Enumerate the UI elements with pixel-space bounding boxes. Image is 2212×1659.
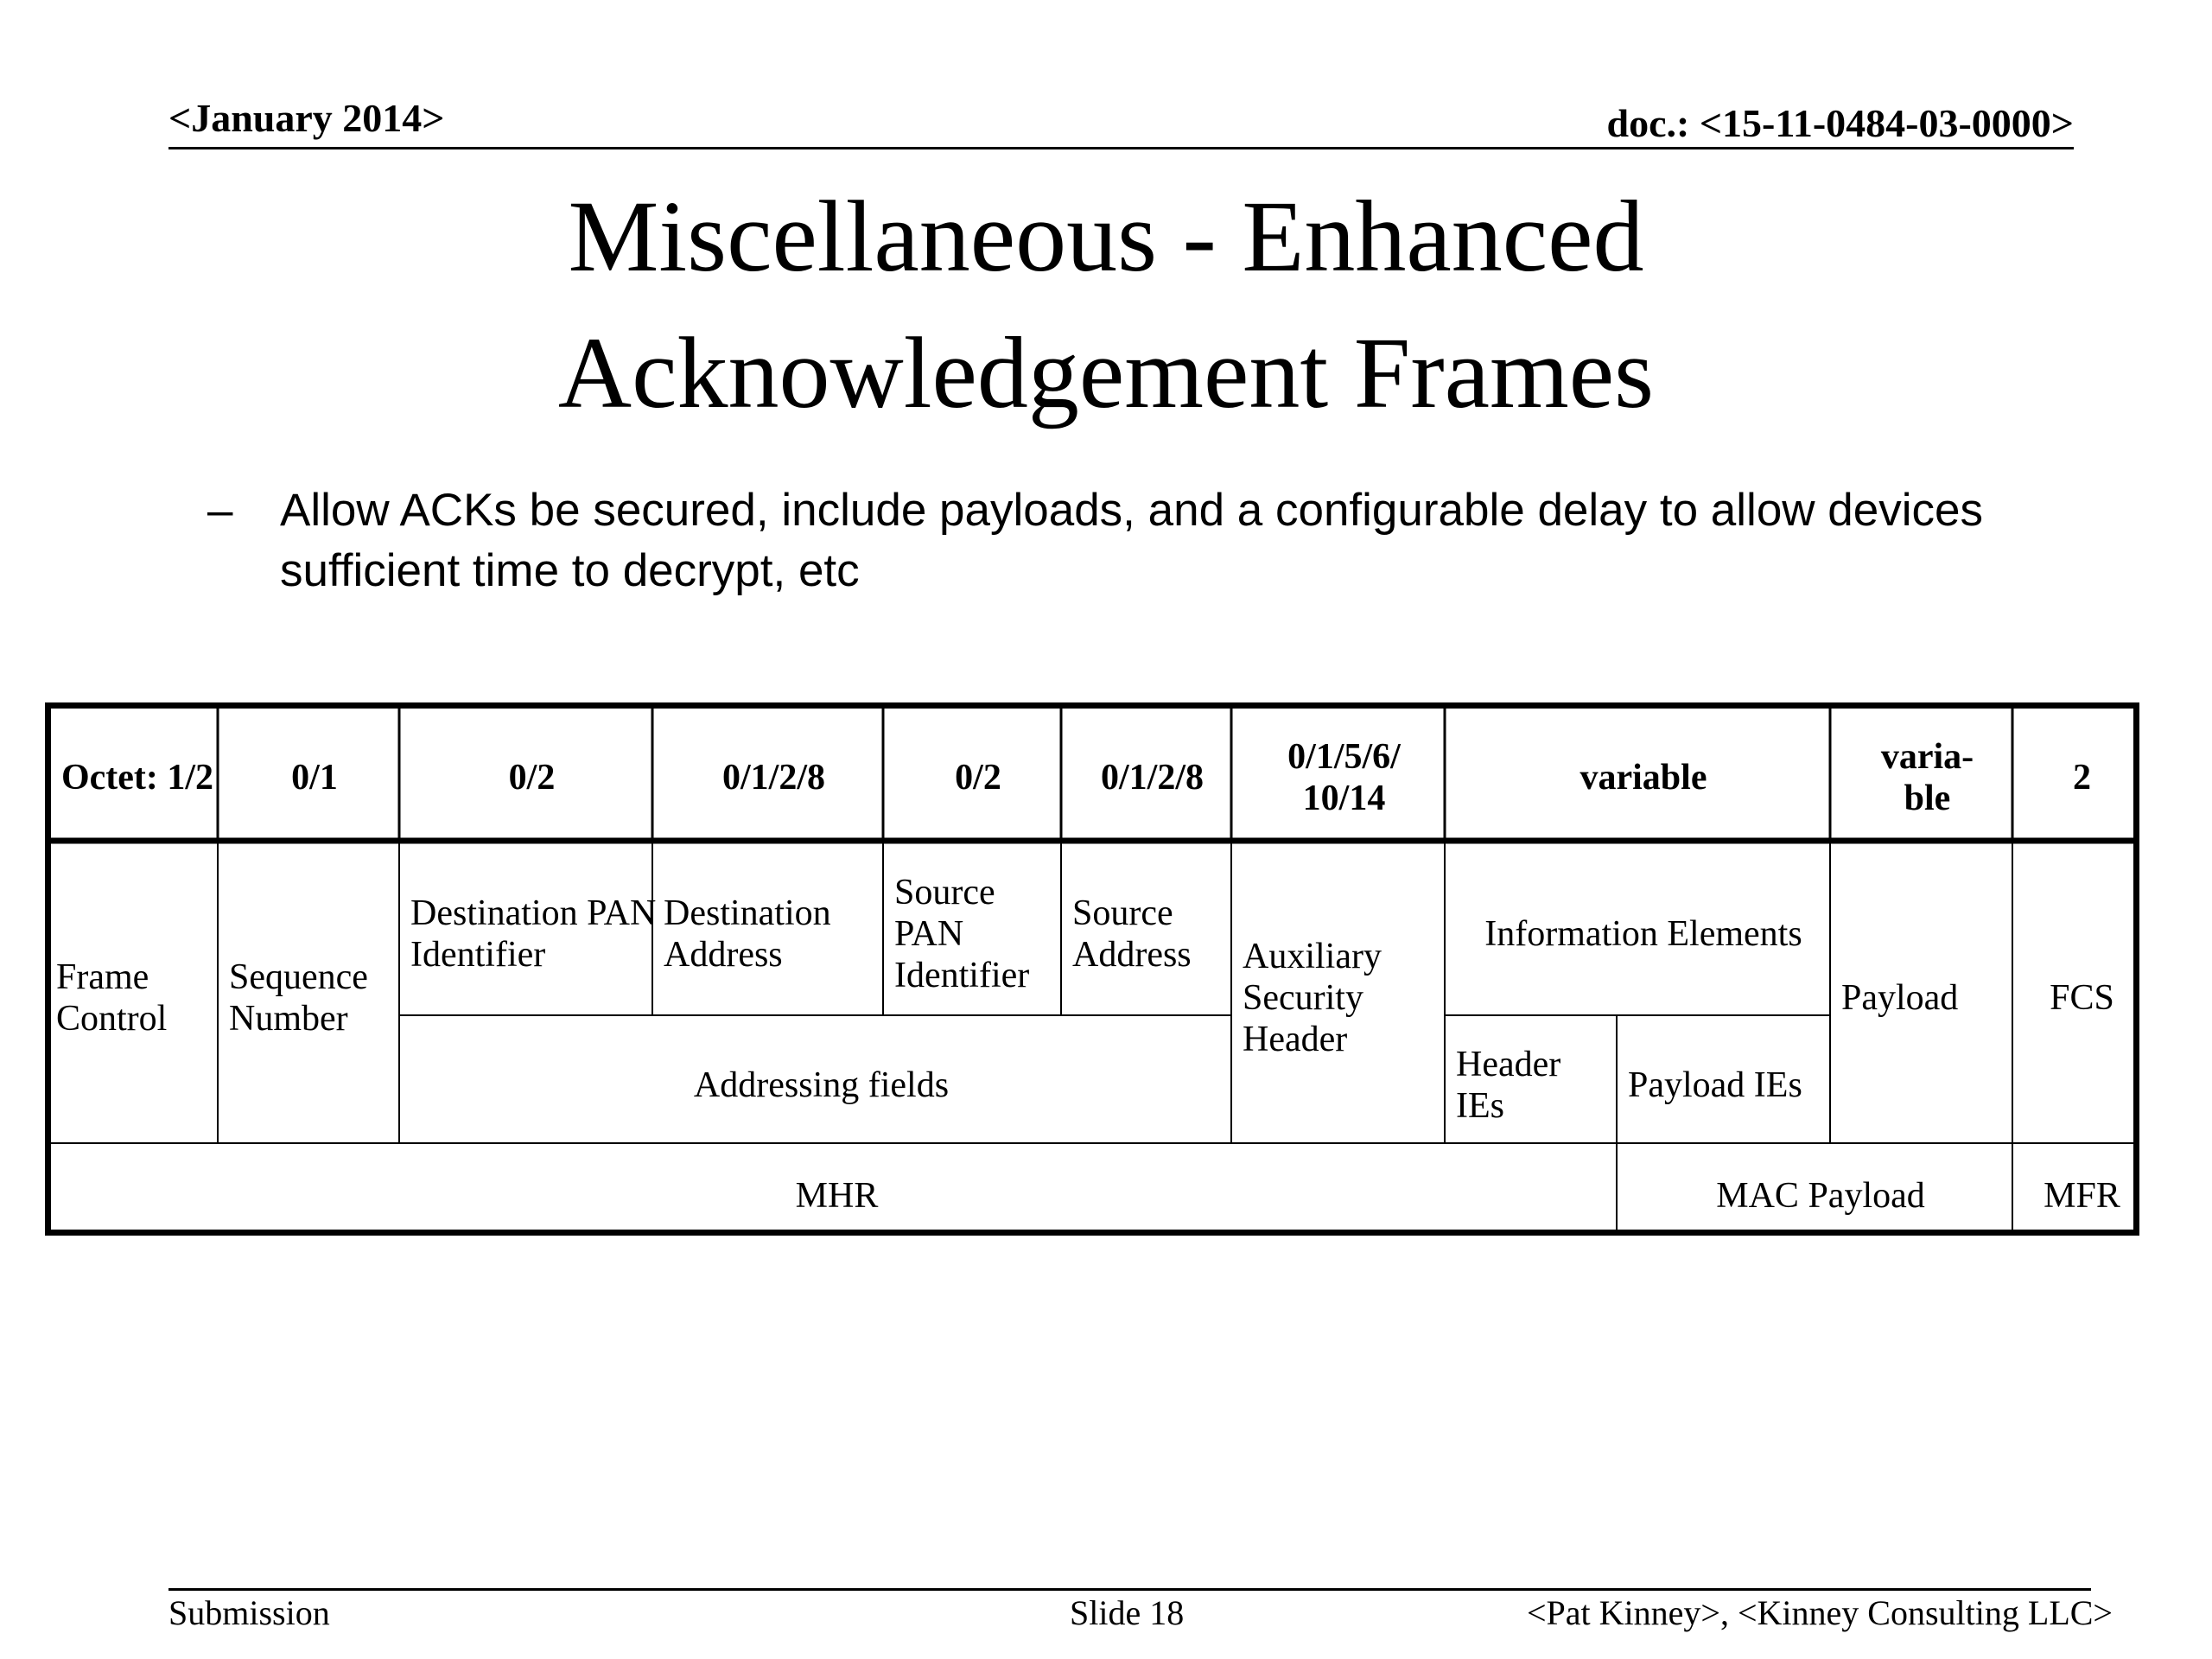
octet-cell-dest-addr: 0/1/2/8	[721, 758, 825, 798]
header-date: <January 2014>	[168, 96, 445, 140]
field-header-ies: Header IEs	[1456, 1045, 1561, 1126]
octet-cell-sequence-number: 0/1	[291, 758, 338, 798]
footer-divider	[168, 1588, 2091, 1591]
slide-title-line-1: Miscellaneous - Enhanced	[568, 180, 1644, 293]
octet-cell-info-elements: variable	[1580, 758, 1707, 798]
field-frame-control: Frame Control	[56, 957, 168, 1039]
slide-title	[0, 168, 2212, 442]
field-destination-address: Destination Address	[664, 893, 831, 975]
slide-title-line-2: Acknowledgement Frames	[557, 316, 1655, 429]
field-payload: Payload	[1841, 978, 1959, 1018]
header-doc-number: doc.: <15-11-0484-03-0000>	[1606, 101, 2074, 145]
octet-cell-src-pan: 0/2	[955, 758, 1001, 798]
header-divider	[168, 147, 2074, 149]
bullet-dash: –	[207, 485, 233, 536]
footer-author: <Pat Kinney>, <Kinney Consulting LLC>	[1527, 1593, 2113, 1632]
octet-cell-dest-pan: 0/2	[508, 758, 556, 798]
field-source-pan-identifier: Source PAN Identifier	[894, 873, 1030, 995]
group-mfr: MFR	[2044, 1175, 2120, 1216]
octet-cell-aux-sec: 0/1/5/6/ 10/14	[1287, 737, 1401, 818]
octet-cell-fcs: 2	[2073, 758, 2091, 798]
footer-submission: Submission	[168, 1593, 330, 1632]
field-information-elements: Information Elements	[1484, 914, 1802, 954]
bullet-text: Allow ACKs be secured, include payloads, and a configurable delay to allow devices sufficient time to decrypt, etc	[280, 485, 1984, 596]
field-addressing-fields: Addressing fields	[693, 1065, 950, 1105]
field-payload-ies: Payload IEs	[1628, 1065, 1802, 1105]
octet-cell-payload: varia- ble	[1880, 737, 1974, 818]
frame-format-table	[45, 702, 2139, 1236]
field-destination-pan-identifier: Destination PAN Identifier	[410, 893, 657, 975]
field-sequence-number: Sequence Number	[229, 957, 368, 1039]
field-source-address: Source Address	[1072, 893, 1192, 975]
field-auxiliary-security-header: Auxiliary Security Header	[1243, 937, 1382, 1059]
octet-cell-src-addr: 0/1/2/8	[1100, 758, 1204, 798]
footer-slide-number: Slide 18	[1070, 1593, 1185, 1632]
octet-cell-frame-control: Octet: 1/2	[60, 758, 214, 798]
group-mhr: MHR	[795, 1175, 879, 1216]
field-fcs: FCS	[2050, 978, 2114, 1018]
group-mac-payload: MAC Payload	[1716, 1175, 1925, 1216]
